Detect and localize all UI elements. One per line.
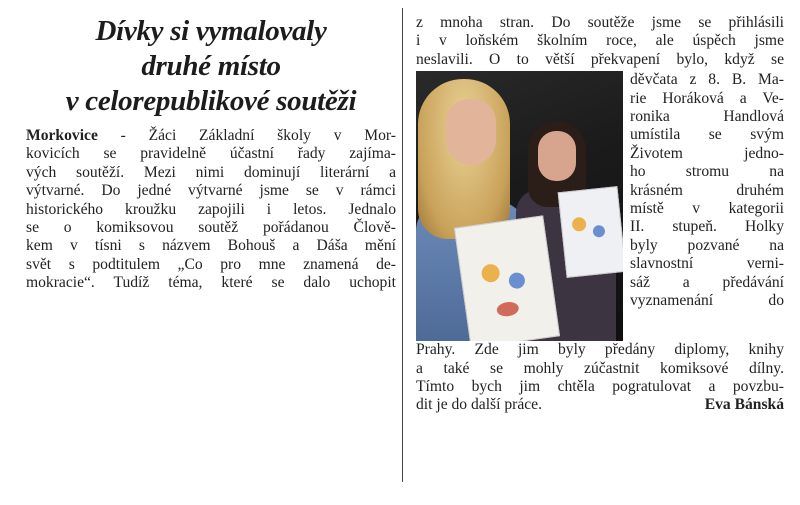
body-line: vyznamenání do [630,292,784,310]
photo-side-text [623,71,784,341]
author-signature: Eva Bánská [704,396,784,414]
body-line: byly pozvané na [630,236,784,254]
article-photo [416,71,623,341]
body-line: slavnostní verni- [630,255,784,273]
body-line: výtvarné. Do jedné výtvarné jsme se v rámci [26,182,396,200]
body-line: i v loňském školním roce, ale úspěch jsme [416,32,784,50]
body-line-text: dit je do další práce. [416,396,543,414]
body-line: děvčata z 8. B. Ma- [630,71,784,89]
body-line: se o komiksovou soutěž pořádanou Člově- [26,219,396,237]
body-line: kovicích se pravidelně účastní řady zajíma- [26,145,396,163]
body-line: Tímto bych jim chtěla pogratulovat a povzbu- [416,378,784,396]
body-line: II. stupeň. Holky [630,218,784,236]
body-line: Prahy. Zde jim byly předány diplomy, knihy [416,341,784,359]
photo-block [416,71,784,341]
body-line: z mnoha stran. Do soutěže jsme se přihlásili [416,14,784,31]
title-line: druhé místo [141,50,281,82]
body-line [26,127,396,145]
article-title [26,14,396,119]
body-line: kem v tísni s názvem Bohouš a Dáša mění [26,237,396,255]
right-column [416,14,784,415]
body-line: místě v kategorii [630,200,784,218]
body-line: neslavili. O to větší překvapení bylo, když se [416,50,784,68]
body-line: mokracie“. Tudíž téma, které se dalo uchopit [26,274,396,292]
poster-image [558,186,623,278]
dateline-place: Morkovice [26,127,98,144]
title-line: Dívky si vymalovaly [95,15,327,47]
body-line: umístila se svým [630,126,784,144]
body-line: sáž a předávání [630,273,784,291]
poster-image [454,216,560,342]
body-line [416,396,784,414]
body-line-text: - Žáci Základní školy v Mor- [97,127,396,144]
body-line: ho stromu na [630,163,784,181]
title-line: v celorepublikové soutěži [65,85,357,117]
body-line: svět s podtitulem „Co pro mne znamená de- [26,255,396,273]
left-column [26,14,396,293]
body-line: vých soutěží. Mezi nimi dominují literární a [26,163,396,181]
article-body-left [26,127,396,293]
body-line: krásném druhém [630,181,784,199]
body-line: Životem jedno- [630,144,784,162]
body-line: a také se mohly zúčastnit komiksové dílny. [416,359,784,377]
body-line: historického kroužku zapojili i letos. Jednalo [26,200,396,218]
body-line: ronika Handlová [630,108,784,126]
body-line: rie Horáková a Ve- [630,89,784,107]
column-divider [402,8,403,482]
